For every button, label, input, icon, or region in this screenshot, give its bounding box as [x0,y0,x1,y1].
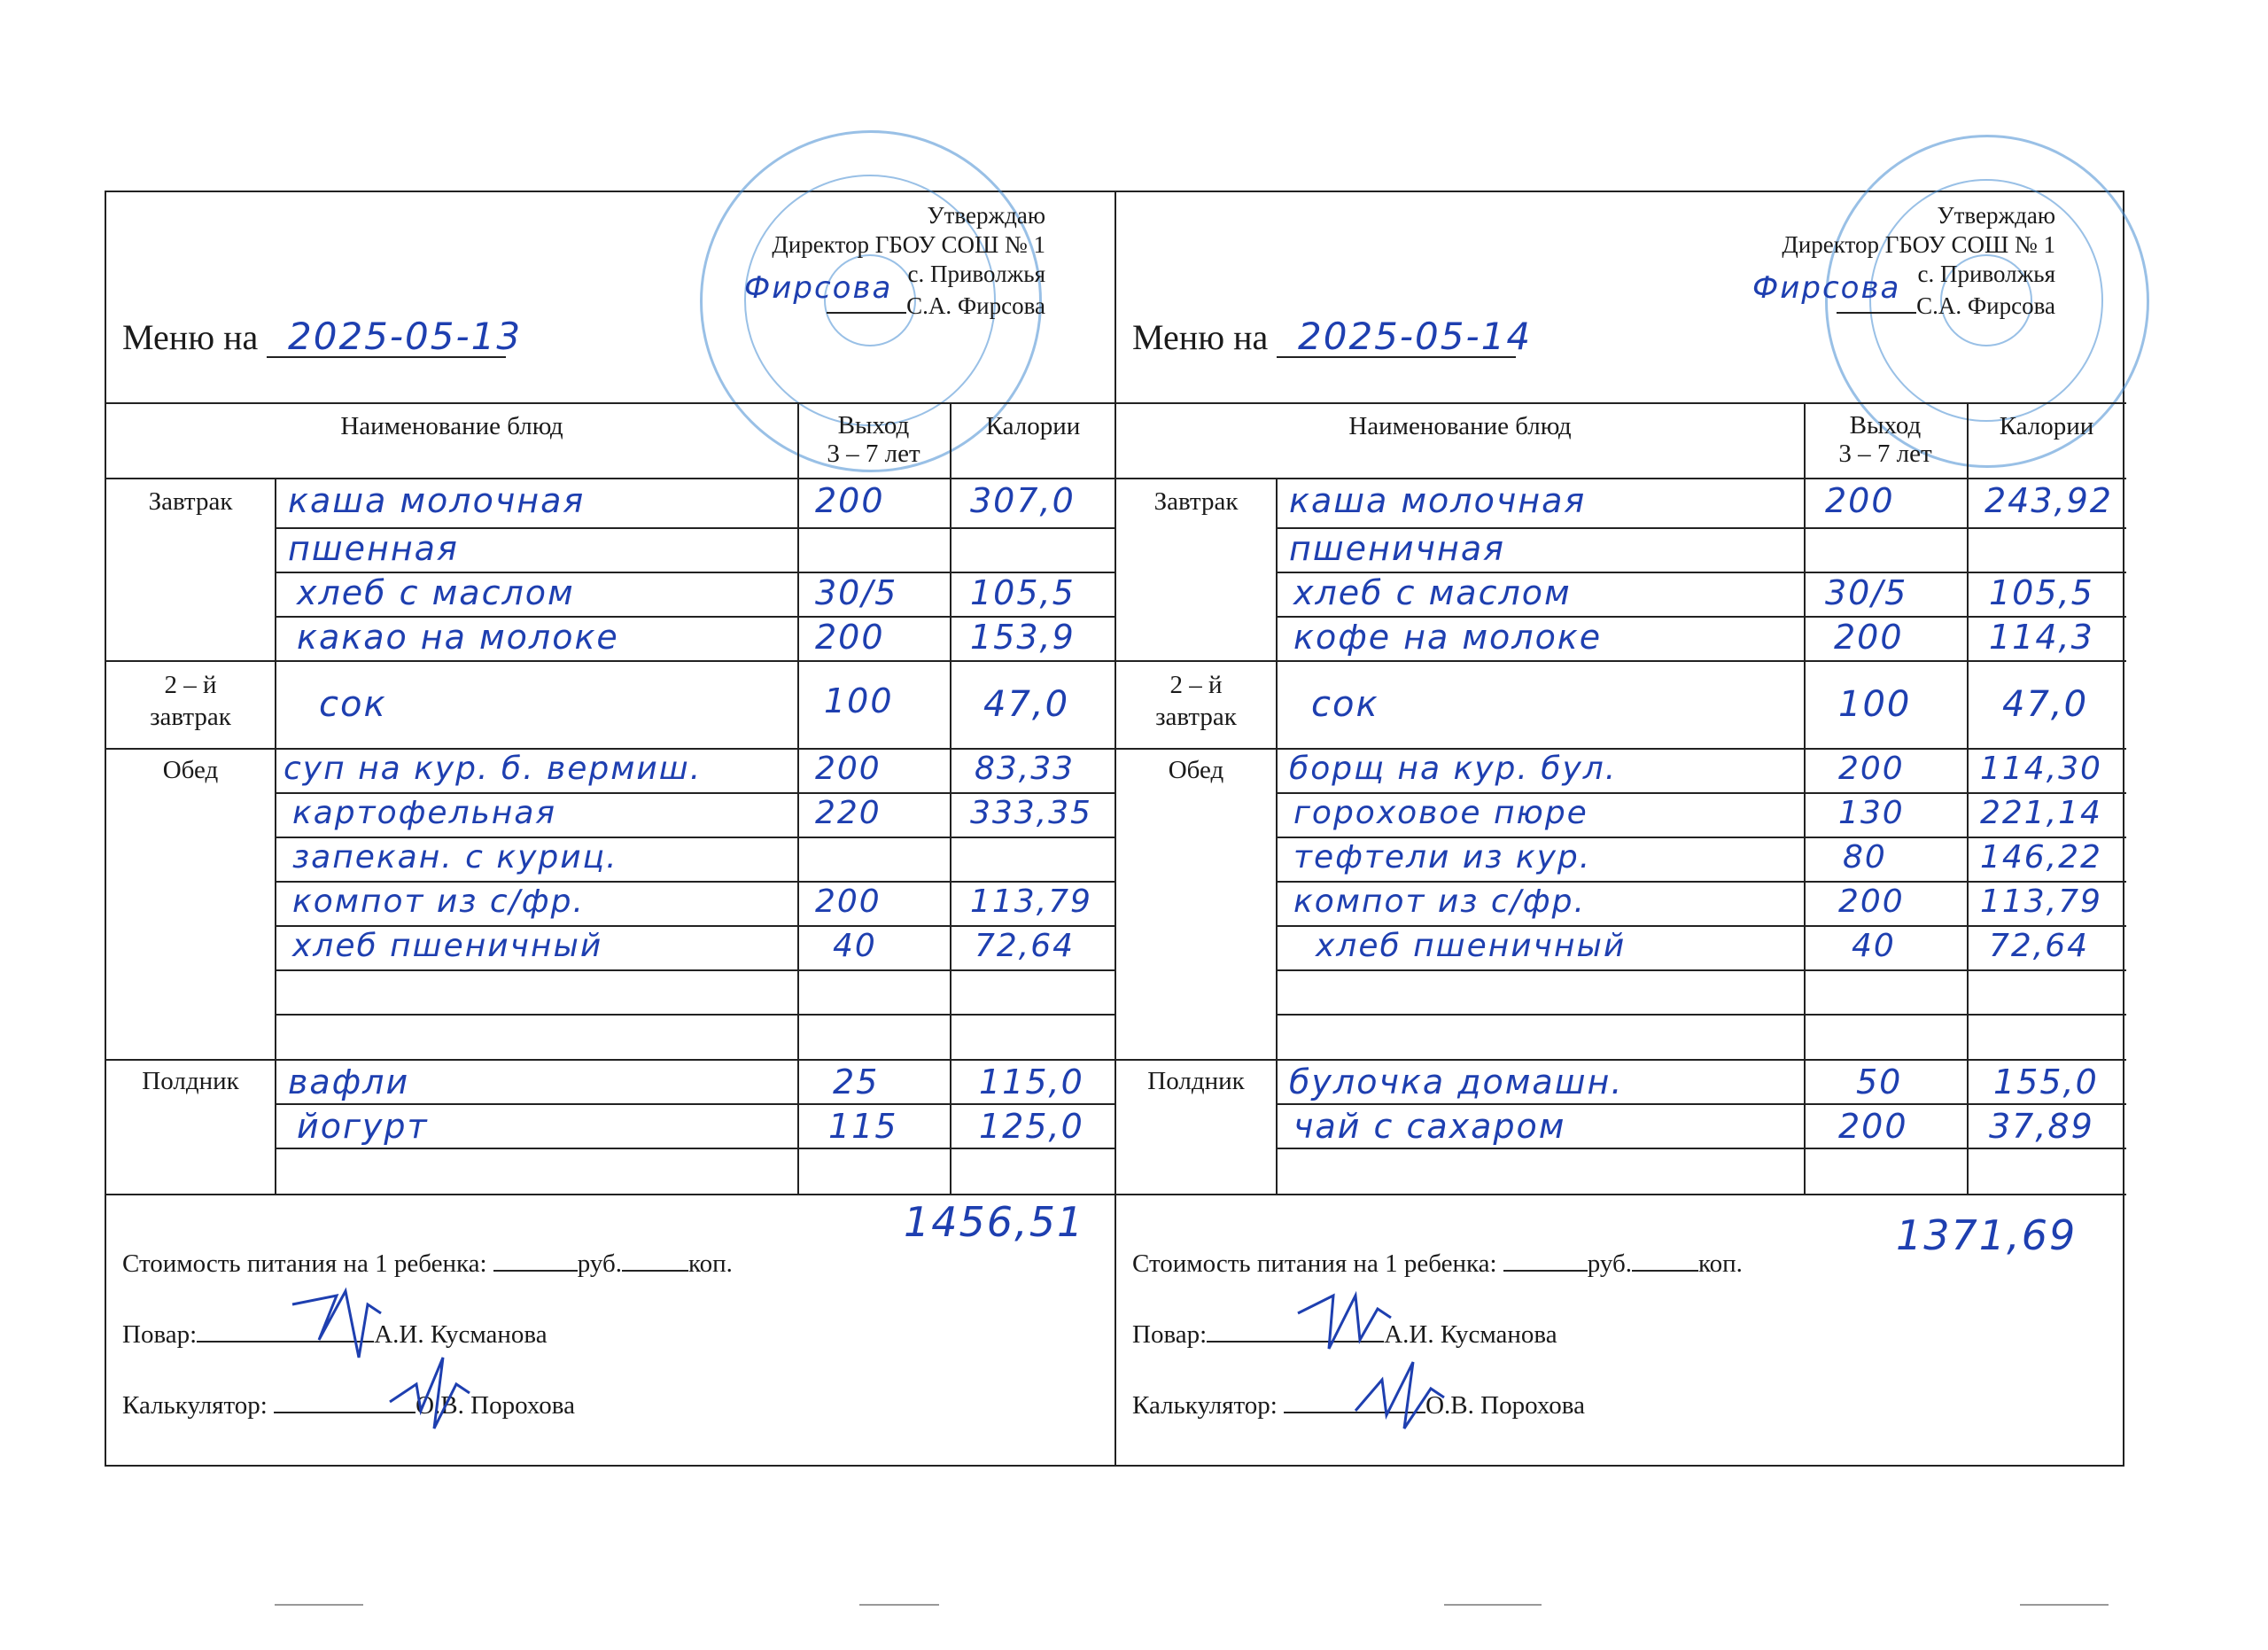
cook-line: Повар: А.И. Кусманова [122,1318,548,1350]
dish-yield: 200 [815,883,882,920]
dish-name: хлеб пшеничный [1316,928,1627,964]
dish-yield: 40 [833,928,877,964]
menu-sheet [105,191,2124,1467]
approval-block: Утверждаю Директор ГБОУ СОШ № 1 с. Приволжья С.А. Фирсова [1782,202,2055,319]
dish-name: тефтели из кур. [1293,839,1592,876]
dish-name: хлеб с маслом [297,573,575,612]
dish-yield: 200 [1838,883,1905,920]
dish-name: чай с сахаром [1293,1107,1566,1146]
dish-name: хлеб пшеничный [292,928,603,964]
calculator-line: Калькулятор: О.В. Порохова [1132,1389,1585,1420]
meal-second-breakfast: 2 – й завтрак [150,671,231,732]
dish-yield: 30/5 [1825,573,1908,612]
total-calories: 1371,69 [1896,1211,2078,1259]
menu-right [1115,192,2126,1465]
dish-yield: 200 [815,751,882,787]
dish-calories: 47,0 [983,684,1070,725]
menu-left [106,192,1116,1465]
dish-yield: 200 [1825,481,1895,520]
dish-calories: 146,22 [1980,839,2102,876]
col-yield: Выход 3 – 7 лет [1838,411,1932,468]
scan-mark [2020,1604,2109,1606]
total-calories: 1456,51 [904,1198,1085,1246]
dish-yield: 30/5 [815,573,898,612]
meal-lunch: Обед [1168,756,1224,784]
col-calories: Калории [1999,412,2094,440]
dish-calories: 155,0 [1993,1062,2099,1101]
dish-calories: 243,92 [1984,481,2113,520]
meal-breakfast: Завтрак [148,487,233,516]
dish-name: кофе на молоке [1293,618,1603,657]
scan-mark [275,1604,363,1606]
menu-date-line: Меню на [1132,316,1516,358]
dish-calories: 115,0 [979,1062,1084,1101]
dish-name: какао на молоке [297,618,619,657]
meal-breakfast: Завтрак [1153,487,1239,516]
dish-yield: 200 [815,618,885,657]
meal-second-breakfast: 2 – й завтрак [1155,671,1237,732]
dish-name: хлеб с маслом [1293,573,1572,612]
dish-calories: 125,0 [979,1107,1084,1146]
scan-mark [859,1604,939,1606]
director-signature: Фирсова [1752,270,1901,306]
dish-yield: 115 [828,1107,898,1146]
col-calories: Калории [985,412,1081,440]
dish-name: запекан. с куриц. [292,839,618,876]
dish-name: булочка домашн. [1289,1062,1624,1101]
meal-lunch: Обед [162,756,219,784]
dish-yield: 200 [1838,751,1905,787]
dish-name: суп на кур. б. вермиш. [284,751,703,787]
dish-calories: 114,30 [1980,751,2102,787]
cost-line: Стоимость питания на 1 ребенка: руб. коп. [1132,1247,1743,1279]
dish-yield: 50 [1856,1062,1903,1101]
dish-yield: 220 [815,795,882,831]
dish-name: картофельная [292,795,557,831]
col-dish-name: Наименование блюд [340,412,563,440]
dish-yield: 200 [1838,1107,1908,1146]
dish-calories: 83,33 [975,751,1076,787]
dish-name: пшенная [288,529,459,568]
calculator-signature [372,1349,487,1437]
dish-name: сок [319,684,387,725]
dish-name: вафли [288,1062,410,1101]
dish-calories: 114,3 [1989,618,2094,657]
dish-yield: 100 [1838,684,1912,725]
dish-calories: 153,9 [970,618,1076,657]
meal-snack: Полдник [1147,1067,1245,1095]
dish-calories: 307,0 [970,481,1076,520]
col-dish-name: Наименование блюд [1348,412,1572,440]
calculator-line: Калькулятор: О.В. Порохова [122,1389,575,1420]
dish-yield: 25 [833,1062,880,1101]
dish-name: йогурт [297,1107,429,1146]
dish-calories: 72,64 [1989,928,2090,964]
dish-yield: 100 [824,681,894,720]
menu-date-line: Меню на [122,316,506,358]
dish-name: каша молочная [288,481,586,520]
col-yield: Выход 3 – 7 лет [827,411,920,468]
calculator-signature [1342,1349,1457,1437]
dish-name: борщ на кур. бул. [1289,751,1618,787]
dish-name: пшеничная [1289,529,1505,568]
cost-line: Стоимость питания на 1 ребенка: руб. коп. [122,1247,733,1279]
dish-name: компот из с/фр. [292,883,585,920]
dish-name: компот из с/фр. [1293,883,1586,920]
dish-yield: 80 [1843,839,1887,876]
dish-calories: 105,5 [1989,573,2094,612]
scan-mark [1444,1604,1542,1606]
dish-name: гороховое пюре [1293,795,1588,831]
cook-line: Повар: А.И. Кусманова [1132,1318,1557,1350]
menu-date: 2025-05-14 [1298,315,1533,358]
dish-calories: 47,0 [2002,684,2089,725]
approval-block: Утверждаю Директор ГБОУ СОШ № 1 с. Приволжья С.А. Фирсова [772,202,1045,319]
dish-calories: 72,64 [975,928,1076,964]
menu-date: 2025-05-13 [288,315,523,358]
dish-calories: 113,79 [970,883,1092,920]
dish-yield: 200 [1834,618,1904,657]
meal-snack: Полдник [142,1067,239,1095]
dish-yield: 130 [1838,795,1905,831]
dish-name: сок [1311,684,1379,725]
dish-calories: 333,35 [970,795,1092,831]
dish-yield: 200 [815,481,885,520]
dish-yield: 40 [1852,928,1896,964]
dish-calories: 37,89 [1989,1107,2094,1146]
dish-calories: 113,79 [1980,883,2102,920]
director-signature: Фирсова [744,270,893,306]
dish-calories: 105,5 [970,573,1076,612]
dish-calories: 221,14 [1980,795,2102,831]
dish-name: каша молочная [1289,481,1587,520]
